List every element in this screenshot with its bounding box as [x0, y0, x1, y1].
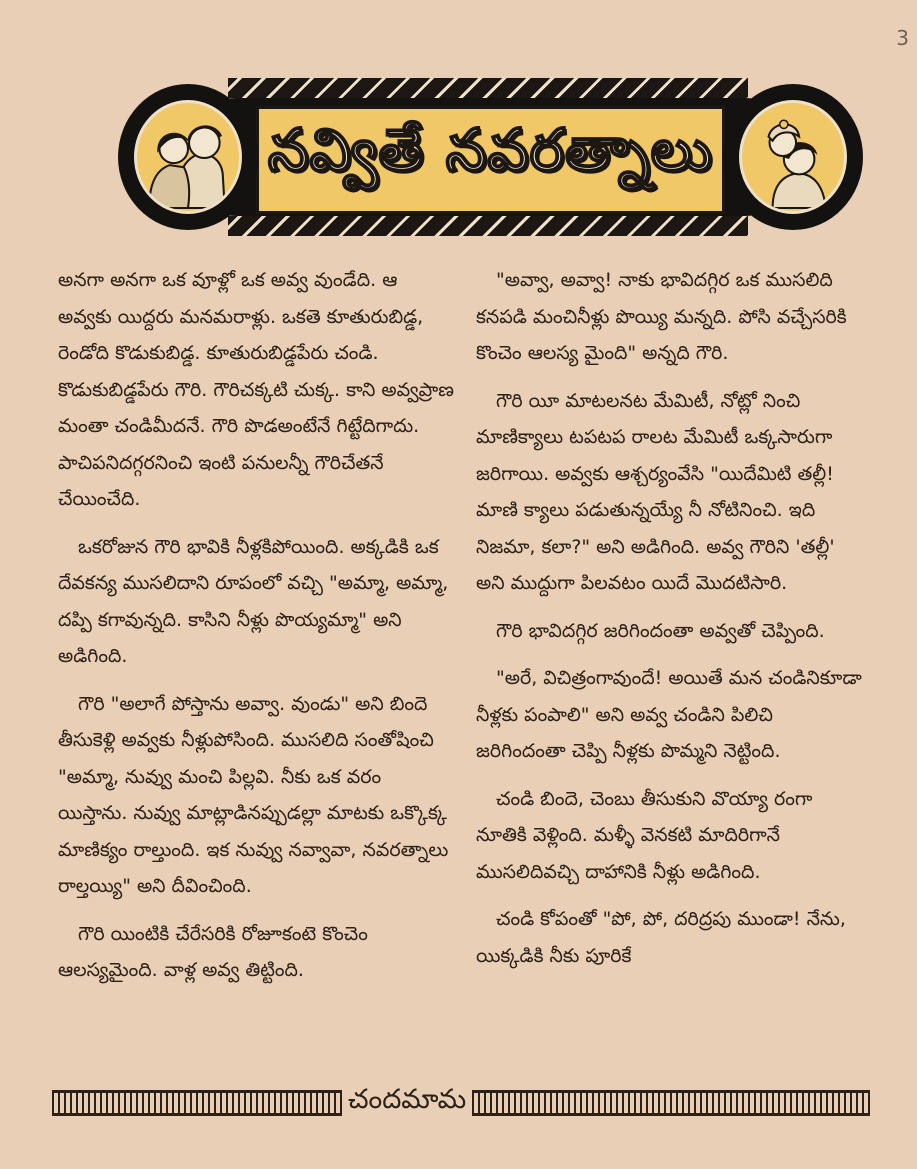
old-woman-portrait-medallion: [118, 84, 258, 230]
page-footer: [52, 1084, 870, 1118]
footer-ornament-right: [472, 1090, 870, 1116]
paragraph: "అరే, విచిత్రంగావుందే! అయితే మన చండినికూడా నీళ్లకు పంపాలి" అని అవ్వ చండిని పిలిచి జరిగిందంతా చెప్పి నీళ్లకు పొమ్మని నెట్టింది.: [476, 667, 862, 762]
paragraph: అనగా అనగా ఒక వూళ్లో ఒక అవ్వ వుండేది. ఆ అవ్వకు యిద్దరు మనమరాళ్లు. ఒకతె కూతురుబిడ్డ, రెండోది కొడుకుబిడ్డ. కూతురుబిడ్డపేరు చండి. కొడుకుబిడ్డపేరు గౌరి. గౌరిచక్కటి చుక్క. కాని అవ్వప్రాణ మంతా చండిమీదనే. గౌరి పొడఅంటేనే గిట్టేదిగాదు. పాచిపనిదగ్గరనించి ఇంటి పనులన్నీ గౌరిచేతనే చేయించేది.: [58, 269, 454, 510]
paragraph: చండి బిందె, చెంబు తీసుకుని వొయ్యా రంగా నూతికి వెళ్లింది. మళ్ళీ వెనకటి మాదిరిగానే ముసలిదివచ్చి దాహానికి నీళ్లు అడిగింది.: [476, 787, 813, 883]
story-column-right: [476, 262, 868, 985]
paragraph: గౌరి "అలాగే పోస్తాను అవ్వా. వుండు" అని బిందె తీసుకెళ్లి అవ్వకు నీళ్లుపోసింది. ముసలిది సంతోషించి "అమ్మా, నువ్వు మంచి పిల్లవి. నీకు ఒక వరం యిస్తాను. నువ్వు మాట్లాడినప్పుడల్లా మాటకు ఒక్కొక్క మాణిక్యం రాల్తుంది. ఇక నువ్వు నవ్వావా, నవరత్నాలు రాల్తయ్యి" అని దీవించింది.: [58, 692, 449, 897]
banner-ornament-bottom: [228, 216, 748, 236]
banner-ornament-top: [228, 78, 748, 98]
paragraph: "అవ్వా, అవ్వా! నాకు భావిదగ్గిర ఒక ముసలిది కనపడి మంచినీళ్లు పొయ్యి మన్నది. పోసి వచ్చేసరికి కొంచెం ఆలస్య మైంది" అన్నది గౌరి.: [476, 269, 847, 364]
page-number: 3: [896, 26, 909, 50]
grandmother-and-girl-illustration: [137, 103, 239, 211]
paragraph: గౌరి యీ మాటలనట మేమిటీ, నోట్లో నించి మాణిక్యాలు టపటప రాలట మేమిటీ ఒక్కసారుగా జరిగాయి. అవ్వకు ఆశ్చర్యంవేసి "యిదేమిటి తల్లీ! మాణి క్యాలు పడుతున్నయ్యే నీ నోటినించి. ఇది నిజమా, కలా?" అని అడిగింది. అవ్వ గౌరిని 'తల్లీ' అని ముద్దుగా పిలవటం యిదే మొదటిసారి.: [476, 389, 835, 594]
story-column-left: [58, 262, 454, 1000]
paragraph: గౌరి భావిదగ్గిర జరిగిందంతా అవ్వతో చెప్పింది.: [496, 619, 825, 642]
story-title: నవ్వితే నవరత్నాలు: [268, 115, 713, 184]
story-title-banner: [118, 70, 863, 244]
footer-ornament-left: [52, 1090, 342, 1116]
girls-portrait-medallion: [723, 84, 863, 230]
magazine-name: చందమామ: [348, 1084, 467, 1115]
paragraph: చండి కోపంతో "పో, పో, దరిద్రపు ముండా! నేను, యిక్కడికి నీకు పూరికే: [476, 908, 846, 967]
paragraph: ఒకరోజున గౌరి భావికి నీళ్లకిపోయింది. అక్కడికి ఒక దేవకన్య ముసలిదాని రూపంలో వచ్చి "అమ్మా, అమ్మా, దప్పి కగావున్నది. కాసిని నీళ్లు పొయ్యమ్మా" అని అడిగింది.: [58, 535, 449, 667]
two-girls-illustration: [742, 103, 844, 211]
paragraph: గౌరి యింటికి చేరేసరికి రోజూకంటె కొంచెం ఆలస్యమైంది. వాళ్ల అవ్వ తిట్టింది.: [58, 922, 368, 981]
